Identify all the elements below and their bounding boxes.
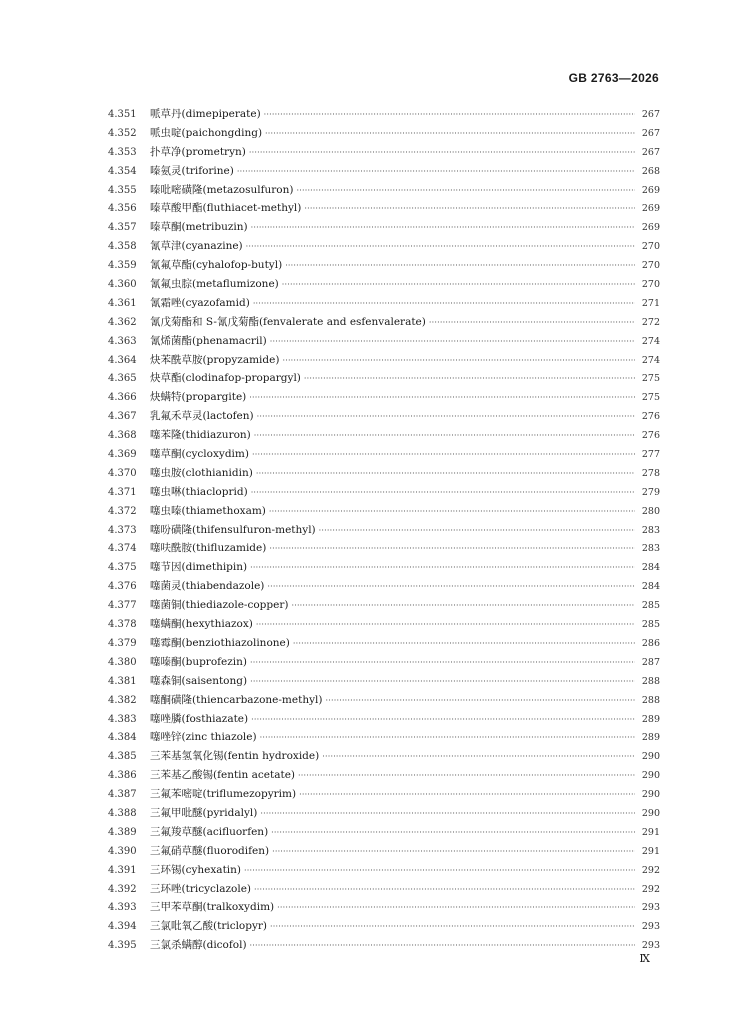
toc-entry[interactable] xyxy=(108,144,660,163)
toc-entry-title: 乳氟禾草灵(lactofen) xyxy=(150,410,254,423)
toc-entry-number: 4.360 xyxy=(108,279,137,291)
toc-entry-page-number: 276 xyxy=(641,411,660,423)
toc-entry[interactable] xyxy=(108,824,660,843)
toc-entry-page-number: 276 xyxy=(641,430,660,442)
toc-entry[interactable] xyxy=(108,408,660,427)
toc-entry[interactable] xyxy=(108,484,660,503)
toc-entry-title: 噻虫胺(clothianidin) xyxy=(150,466,253,479)
toc-entry-page-number: 278 xyxy=(641,467,660,479)
toc-entry-number: 4.351 xyxy=(108,109,137,120)
toc-entry[interactable] xyxy=(108,748,660,767)
toc-entry-number: 4.366 xyxy=(108,392,137,404)
page-folio: Ⅸ xyxy=(639,952,650,965)
toc-entry[interactable] xyxy=(108,257,660,276)
toc-entry-number: 4.370 xyxy=(108,467,137,479)
toc-entry-page-number: 267 xyxy=(641,109,660,120)
toc-entry-number: 4.353 xyxy=(108,146,137,158)
dot-leader xyxy=(254,885,635,894)
toc-entry-number: 4.378 xyxy=(108,619,137,631)
toc-entry[interactable] xyxy=(108,446,660,465)
toc-entry-title: 三苯基乙酸锡(fentin acetate) xyxy=(150,769,296,782)
toc-entry-number: 4.385 xyxy=(108,751,137,763)
toc-entry-number: 4.359 xyxy=(108,260,137,272)
dot-leader xyxy=(254,431,635,440)
toc-entry[interactable] xyxy=(108,200,660,219)
toc-entry-page-number: 291 xyxy=(641,845,660,857)
toc-entry-page-number: 285 xyxy=(641,619,660,631)
toc-entry-page-number: 269 xyxy=(641,184,660,196)
toc-entry-title: 炔苯酰草胺(propyzamide) xyxy=(150,353,280,366)
toc-entry-number: 4.389 xyxy=(108,826,137,838)
toc-entry-number: 4.361 xyxy=(108,297,137,309)
toc-entry-title: 三环唑(tricyclazole) xyxy=(150,882,252,895)
dot-leader xyxy=(269,544,635,553)
toc-entry-page-number: 268 xyxy=(641,165,660,177)
toc-entry-title: 三氟甲吡醚(pyridalyl) xyxy=(150,806,258,819)
toc-entry-title: 噻节因(dimethipin) xyxy=(150,561,248,574)
toc-entry[interactable] xyxy=(108,389,660,408)
toc-entry[interactable] xyxy=(108,881,660,900)
dot-leader xyxy=(298,771,635,780)
dot-leader xyxy=(282,356,635,365)
toc-entry-title: 嗪草酸甲酯(fluthiacet-methyl) xyxy=(150,202,302,215)
toc-entry[interactable] xyxy=(108,767,660,786)
dot-leader xyxy=(249,393,635,402)
toc-entry-title: 氰氟虫腙(metaflumizone) xyxy=(150,278,279,291)
dot-leader xyxy=(256,620,635,629)
toc-entry-number: 4.363 xyxy=(108,335,137,347)
dot-leader xyxy=(260,733,635,742)
toc-entry-number: 4.391 xyxy=(108,864,137,876)
dot-leader xyxy=(291,601,635,610)
toc-entry[interactable] xyxy=(108,238,660,257)
toc-entry-title: 噻虫嗪(thiamethoxam) xyxy=(150,504,266,517)
toc-entry-title: 噻唑锌(zinc thiazole) xyxy=(150,731,257,744)
toc-entry-number: 4.388 xyxy=(108,807,137,819)
dot-leader xyxy=(251,715,635,724)
toc-entry-page-number: 270 xyxy=(641,260,660,272)
dot-leader xyxy=(272,847,635,856)
dot-leader xyxy=(293,639,635,648)
toc-entry-title: 噻草酮(cycloxydim) xyxy=(150,448,249,461)
toc-entry-number: 4.390 xyxy=(108,845,137,857)
toc-entry-number: 4.383 xyxy=(108,713,137,725)
toc-entry-page-number: 275 xyxy=(641,373,660,385)
toc-entry-title: 扑草净(prometryn) xyxy=(150,145,246,158)
toc-entry-number: 4.382 xyxy=(108,694,137,706)
toc-entry-number: 4.381 xyxy=(108,675,137,687)
dot-leader xyxy=(251,488,635,497)
dot-leader xyxy=(250,563,635,572)
toc-entry-title: 三甲苯草酮(tralkoxydim) xyxy=(150,901,275,914)
toc-entry[interactable] xyxy=(108,125,660,144)
dot-leader xyxy=(244,866,635,875)
toc-entry-number: 4.379 xyxy=(108,637,137,649)
toc-entry[interactable] xyxy=(108,219,660,238)
toc-entry-page-number: 277 xyxy=(641,449,660,461)
toc-entry-number: 4.380 xyxy=(108,656,137,668)
toc-entry-number: 4.377 xyxy=(108,600,137,612)
dot-leader xyxy=(296,186,635,195)
toc-entry[interactable] xyxy=(108,654,660,673)
toc-entry-number: 4.373 xyxy=(108,524,137,536)
toc-entry-page-number: 290 xyxy=(641,751,660,763)
toc-entry-title: 噻酮磺隆(thiencarbazone-methyl) xyxy=(150,693,323,706)
toc-entry-title: 噻螨酮(hexythiazox) xyxy=(150,618,253,631)
toc-entry-page-number: 285 xyxy=(641,600,660,612)
toc-entry[interactable] xyxy=(108,370,660,389)
dot-leader xyxy=(264,110,635,119)
toc-entry-title: 嗪吡嘧磺隆(metazosulfuron) xyxy=(150,183,294,196)
toc-entry[interactable] xyxy=(108,333,660,352)
toc-entry[interactable] xyxy=(108,692,660,711)
toc-entry[interactable] xyxy=(108,427,660,446)
toc-entry-page-number: 274 xyxy=(641,354,660,366)
toc-entry-page-number: 287 xyxy=(641,656,660,668)
toc-entry-page-number: 293 xyxy=(641,940,660,952)
toc-entry-page-number: 269 xyxy=(641,222,660,234)
dot-leader xyxy=(304,204,635,213)
toc-entry[interactable] xyxy=(108,635,660,654)
dot-leader xyxy=(282,280,635,289)
toc-entry-page-number: 283 xyxy=(641,543,660,555)
dot-leader xyxy=(249,148,635,157)
toc-entry-number: 4.393 xyxy=(108,902,137,914)
standard-code-header: GB 2763—2026 xyxy=(568,71,659,85)
dot-leader xyxy=(260,809,635,818)
toc-entry[interactable] xyxy=(108,465,660,484)
toc-entry-page-number: 289 xyxy=(641,713,660,725)
toc-entry[interactable] xyxy=(108,673,660,692)
toc-entry-page-number: 291 xyxy=(641,826,660,838)
toc-entry-number: 4.355 xyxy=(108,184,137,196)
dot-leader xyxy=(270,337,635,346)
toc-entry-number: 4.392 xyxy=(108,883,137,895)
toc-entry-number: 4.369 xyxy=(108,449,137,461)
toc-entry-title: 噻虫啉(thiacloprid) xyxy=(150,485,248,498)
toc-entry-title: 噻森铜(saisentong) xyxy=(150,674,248,687)
toc-entry-number: 4.364 xyxy=(108,354,137,366)
toc-entry-page-number: 293 xyxy=(641,921,660,933)
dot-leader xyxy=(271,828,635,837)
toc-entry-title: 三氟硝草醚(fluorodifen) xyxy=(150,844,270,857)
toc-entry-number: 4.372 xyxy=(108,505,137,517)
dot-leader xyxy=(319,526,635,535)
toc-entry-number: 4.358 xyxy=(108,241,137,253)
toc-entry-title: 氰霜唑(cyazofamid) xyxy=(150,296,250,309)
dot-leader xyxy=(429,318,635,327)
toc-entry-page-number: 267 xyxy=(641,146,660,158)
toc-entry-page-number: 272 xyxy=(641,316,660,328)
toc-entry-title: 三氯吡氧乙酸(triclopyr) xyxy=(150,920,268,933)
dot-leader xyxy=(265,129,635,138)
dot-leader xyxy=(299,790,635,799)
toc-entry-page-number: 292 xyxy=(641,883,660,895)
toc-entry-number: 4.374 xyxy=(108,543,137,555)
toc-entry-page-number: 280 xyxy=(641,505,660,517)
toc-entry-title: 三苯基氢氧化锡(fentin hydroxide) xyxy=(150,750,320,763)
toc-entry-page-number: 290 xyxy=(641,770,660,782)
toc-entry-number: 4.352 xyxy=(108,127,137,139)
toc-entry[interactable] xyxy=(108,786,660,805)
dot-leader xyxy=(256,469,635,478)
dot-leader xyxy=(250,658,635,667)
toc-entry[interactable] xyxy=(108,937,660,956)
toc-entry-title: 噻唑膦(fosthiazate) xyxy=(150,712,249,725)
dot-leader xyxy=(325,696,635,705)
toc-entry-title: 氰烯菌酯(phenamacril) xyxy=(150,334,267,347)
toc-entry[interactable] xyxy=(108,352,660,371)
toc-entry-page-number: 271 xyxy=(641,297,660,309)
toc-entry-number: 4.386 xyxy=(108,770,137,782)
toc-entry-page-number: 284 xyxy=(641,581,660,593)
dot-leader xyxy=(246,242,635,251)
dot-leader xyxy=(237,167,635,176)
toc-entry-number: 4.394 xyxy=(108,921,137,933)
toc-entry-number: 4.354 xyxy=(108,165,137,177)
toc-entry-page-number: 275 xyxy=(641,392,660,404)
toc-entry[interactable] xyxy=(108,163,660,182)
toc-entry[interactable] xyxy=(108,843,660,862)
toc-entry[interactable] xyxy=(108,729,660,748)
dot-leader xyxy=(250,941,635,950)
toc-entry-title: 噻呋酰胺(thifluzamide) xyxy=(150,542,267,555)
toc-entry-page-number: 279 xyxy=(641,486,660,498)
toc-entry-page-number: 284 xyxy=(641,562,660,574)
toc-entry-page-number: 288 xyxy=(641,694,660,706)
toc-entry-title: 噻霉酮(benziothiazolinone) xyxy=(150,636,290,649)
dot-leader xyxy=(277,903,635,912)
toc-entry-number: 4.371 xyxy=(108,486,137,498)
toc-entry-title: 三氟羧草醚(acifluorfen) xyxy=(150,825,269,838)
dot-leader xyxy=(250,677,635,686)
dot-leader xyxy=(285,261,635,270)
toc-entry-title: 哌草丹(dimepiperate) xyxy=(150,108,261,120)
toc-entry-page-number: 290 xyxy=(641,789,660,801)
toc-entry-number: 4.375 xyxy=(108,562,137,574)
toc-entry-page-number: 288 xyxy=(641,675,660,687)
toc-entry[interactable] xyxy=(108,711,660,730)
toc-entry[interactable] xyxy=(108,106,660,125)
toc-entry-number: 4.395 xyxy=(108,940,137,952)
toc-entry[interactable] xyxy=(108,805,660,824)
toc-entry-title: 噻菌铜(thiediazole-copper) xyxy=(150,599,289,612)
toc-entry[interactable] xyxy=(108,578,660,597)
dot-leader xyxy=(251,223,635,232)
dot-leader xyxy=(267,582,635,591)
toc-entry-title: 噻苯隆(thidiazuron) xyxy=(150,429,251,442)
toc-entry-page-number: 286 xyxy=(641,637,660,649)
toc-entry-number: 4.368 xyxy=(108,430,137,442)
toc-entry-number: 4.356 xyxy=(108,203,137,215)
toc-entry-title: 氰戊菊酯和 S-氰戊菊酯(fenvalerate and esfenvalerate) xyxy=(150,315,426,328)
toc-entry[interactable] xyxy=(108,899,660,918)
toc-entry-title: 三氟苯嘧啶(triflumezopyrim) xyxy=(150,788,297,801)
toc-entry-number: 4.387 xyxy=(108,789,137,801)
toc-entry[interactable] xyxy=(108,616,660,635)
toc-entry-title: 炔螨特(propargite) xyxy=(150,391,247,404)
table-of-contents xyxy=(108,106,660,956)
toc-entry-title: 嗪草酮(metribuzin) xyxy=(150,221,248,234)
toc-entry-title: 嗪氨灵(triforine) xyxy=(150,164,234,177)
toc-entry-number: 4.365 xyxy=(108,373,137,385)
toc-entry[interactable] xyxy=(108,540,660,559)
dot-leader xyxy=(269,507,635,516)
toc-entry-title: 噻嗪酮(buprofezin) xyxy=(150,655,247,668)
toc-entry-number: 4.376 xyxy=(108,581,137,593)
toc-entry-page-number: 289 xyxy=(641,732,660,744)
toc-entry[interactable] xyxy=(108,522,660,541)
toc-entry[interactable] xyxy=(108,182,660,201)
toc-entry-page-number: 274 xyxy=(641,335,660,347)
toc-entry-number: 4.362 xyxy=(108,316,137,328)
toc-entry-page-number: 270 xyxy=(641,279,660,291)
toc-entry[interactable] xyxy=(108,597,660,616)
toc-entry-page-number: 283 xyxy=(641,524,660,536)
toc-entry-title: 噻菌灵(thiabendazole) xyxy=(150,580,265,593)
toc-entry-title: 三氯杀螨醇(dicofol) xyxy=(150,939,247,952)
dot-leader xyxy=(270,922,635,931)
toc-entry-title: 炔草酯(clodinafop-propargyl) xyxy=(150,372,301,385)
toc-entry-page-number: 269 xyxy=(641,203,660,215)
toc-entry-title: 三环锡(cyhexatin) xyxy=(150,863,242,876)
toc-entry-page-number: 270 xyxy=(641,241,660,253)
toc-entry-number: 4.357 xyxy=(108,222,137,234)
toc-entry-page-number: 290 xyxy=(641,807,660,819)
toc-entry-title: 氰氟草酯(cyhalofop-butyl) xyxy=(150,259,283,272)
toc-entry-page-number: 267 xyxy=(641,127,660,139)
toc-entry[interactable] xyxy=(108,295,660,314)
toc-entry[interactable] xyxy=(108,559,660,578)
toc-entry[interactable] xyxy=(108,276,660,295)
dot-leader xyxy=(304,374,635,383)
toc-entry-title: 噻吩磺隆(thifensulfuron-methyl) xyxy=(150,523,316,536)
toc-entry[interactable] xyxy=(108,503,660,522)
toc-entry-title: 氰草津(cyanazine) xyxy=(150,240,243,253)
toc-entry-number: 4.367 xyxy=(108,411,137,423)
toc-entry[interactable] xyxy=(108,918,660,937)
toc-entry[interactable] xyxy=(108,314,660,333)
toc-entry-page-number: 293 xyxy=(641,902,660,914)
dot-leader xyxy=(253,299,635,308)
toc-entry-title: 哌虫啶(paichongding) xyxy=(150,126,263,139)
toc-entry-page-number: 292 xyxy=(641,864,660,876)
dot-leader xyxy=(252,450,635,459)
dot-leader xyxy=(257,412,635,421)
toc-entry-number: 4.384 xyxy=(108,732,137,744)
toc-entry[interactable] xyxy=(108,862,660,881)
dot-leader xyxy=(322,752,635,761)
